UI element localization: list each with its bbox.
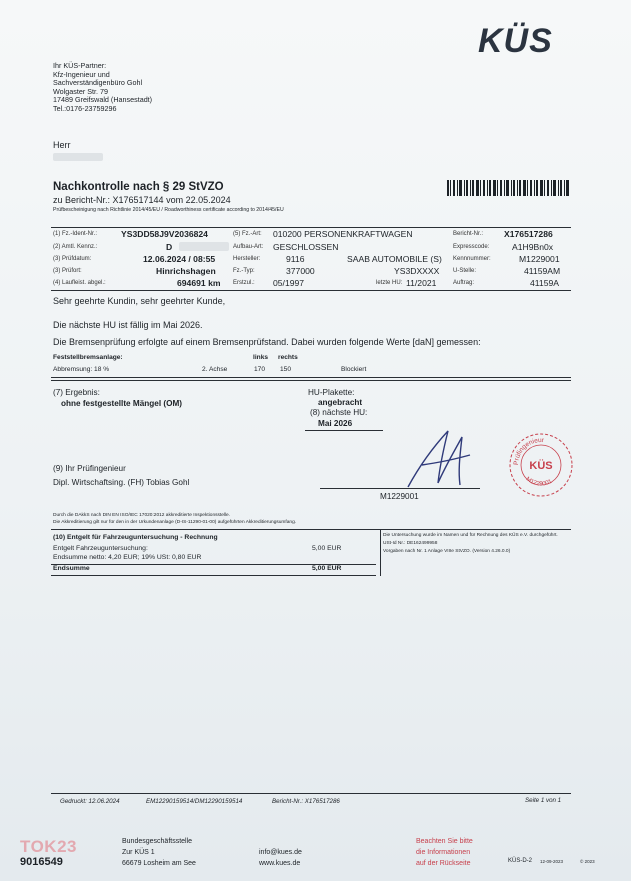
divider xyxy=(51,529,571,530)
barcode xyxy=(447,180,569,196)
stamp-bottom-text: M1229001 xyxy=(524,476,554,488)
partner-line: Ihr KÜS-Partner: xyxy=(53,61,107,70)
brake-left-value: 170 xyxy=(254,366,266,373)
divider xyxy=(51,380,571,381)
field-label: Erstzul.: xyxy=(233,280,255,286)
certificate-note: Prüfbescheinigung nach Richtlinie 2014/45/EU / Roadworthiness certificate according to 2014/45/EU xyxy=(53,207,284,213)
body-type-value: GESCHLOSSEN xyxy=(273,242,339,252)
field-label: (4) Laufleist. abgel.: xyxy=(53,280,106,286)
divider xyxy=(51,575,376,576)
manufacturer-code: 9116 xyxy=(286,254,305,264)
field-label: Hersteller: xyxy=(233,256,261,262)
plakette-value: angebracht xyxy=(318,398,363,407)
brake-header: Feststellbremsanlage: xyxy=(53,354,123,361)
expresscode-value: A1H9Bn0x xyxy=(512,242,554,252)
brake-col-left: links xyxy=(253,354,269,361)
redacted-name xyxy=(53,153,103,161)
stamp-icon xyxy=(508,432,574,498)
fee-line1-value: 5,00 EUR xyxy=(312,545,342,552)
vin-value: YS3DD58J9V2036824 xyxy=(121,229,208,239)
fee-total-value: 5,00 EUR xyxy=(312,565,342,572)
partner-line: Tel.:0176-23759296 xyxy=(53,103,117,113)
footer-address xyxy=(122,836,196,869)
mileage-value: 694691 km xyxy=(177,278,221,288)
next-hu-value: Mai 2026 xyxy=(318,419,353,428)
footer-contact xyxy=(259,847,302,869)
page-number: Seite 1 von 1 xyxy=(525,797,562,804)
stamp-top-text: Prüfingenieur xyxy=(512,436,545,466)
footer-website: www.kues.de xyxy=(259,860,301,867)
field-label: (3) Prüfdatum: xyxy=(53,256,92,262)
redacted-plate xyxy=(179,242,229,251)
print-codes: EM12290159514/DM12290159514 xyxy=(146,798,243,805)
akkred-line-2: Die Akkreditierung gilt nur für den in der Urkundenanlage (D-IS-11290-01-00) aufgeführten Akkreditierungsumfang. xyxy=(53,520,297,525)
u-stelle-value: 41159AM xyxy=(524,266,561,276)
partner-line: Wolgaster Str. 79 xyxy=(53,86,108,96)
plakette-label: HU-Plakette: xyxy=(308,388,355,397)
auftrag-value: 41159A xyxy=(530,278,559,288)
print-date: Gedruckt: 12.06.2024 xyxy=(60,798,120,805)
inspector-name: Dipl. Wirtschaftsing. (FH) Tobias Gohl xyxy=(53,478,190,487)
field-label: Kennnummer: xyxy=(453,256,491,262)
footer-email: info@kues.de xyxy=(259,849,302,856)
signature-kennnummer: M1229001 xyxy=(380,492,419,501)
svg-text:M1229001 xyxy=(525,476,554,487)
vehicle-type-value: 010200 PERSONENKRAFTWAGEN xyxy=(273,229,413,239)
footer-address-line: Zur KÜS 1 xyxy=(122,849,155,856)
fees-title: (10) Entgelt für Fahrzeuguntersuchung - Rechnung xyxy=(53,534,218,541)
akkred-line-1: Durch die DAkkS nach DIN EN ISO/IEC 17020:2012 akkreditierte Inspektionsstelle. xyxy=(53,513,231,518)
plate-value: D xyxy=(166,242,173,252)
form-id: KÜS-D-2 xyxy=(508,858,533,864)
footer-notice-line: Beachten Sie bitte xyxy=(416,838,473,845)
fee-line1-label: Entgelt Fahrzeuguntersuchung: xyxy=(53,545,148,552)
fee-line2: Endsumme netto: 4,20 EUR; 19% USt: 0,80 EUR xyxy=(53,554,202,561)
greeting: Sehr geehrte Kundin, sehr geehrter Kunde, xyxy=(53,296,226,306)
partner-address xyxy=(53,62,152,114)
field-label: (5) Fz.-Art: xyxy=(233,231,262,237)
next-hu-label: (8) nächste HU: xyxy=(310,408,368,417)
fees-vertical-divider xyxy=(380,530,381,576)
brake-col-right: rechts xyxy=(278,354,298,361)
next-hu-text: Die nächste HU ist fällig im Mai 2026. xyxy=(53,320,203,330)
last-hu-value: 11/2021 xyxy=(406,278,437,288)
brake-intro-text: Die Bremsenprüfung erfolgte auf einem Bremsenprüfstand. Dabei wurden folgende Werte [daN] gemessen: xyxy=(53,337,481,347)
document-subtitle: zu Bericht-Nr.: X176517144 vom 22.05.2024 xyxy=(53,195,231,205)
field-label: letzte HU: xyxy=(376,280,403,286)
field-label: (2) Amtl. Kennz.: xyxy=(53,244,98,250)
footer-address-line: 66679 Losheim am See xyxy=(122,860,196,867)
footer-address-line: Bundesgeschäftsstelle xyxy=(122,838,193,845)
type-variant-value: YS3DXXXX xyxy=(394,266,440,276)
vehicle-data-grid xyxy=(51,227,571,291)
fee-total-label: Endsumme xyxy=(53,565,90,572)
footer-notice-line: die Informationen xyxy=(416,849,471,856)
report-number-value: X176517286 xyxy=(504,229,553,239)
result-value: ohne festgestellte Mängel (OM) xyxy=(61,399,183,408)
first-registration-value: 05/1997 xyxy=(273,278,305,288)
brake-axle: 2. Achse xyxy=(202,366,228,373)
kennnummer-value: M1229001 xyxy=(519,254,560,264)
copyright: © 2023 xyxy=(580,859,595,864)
fee-note-3: Vorgaben nach Nr. 1 Anlage VIIIe StVZO. (Version 4.26.0.0) xyxy=(383,549,511,554)
footer-notice xyxy=(416,836,473,869)
recipient-salutation: Herr xyxy=(53,140,71,150)
signature-line xyxy=(320,488,480,489)
fee-note-1: Die Untersuchung wurde im Namen und für Rechnung des KÜS e.V. durchgeführt. xyxy=(383,533,558,538)
tok-number: 9016549 xyxy=(20,856,63,868)
field-label: (3) Prüfort: xyxy=(53,268,82,274)
inspection-date-value: 12.06.2024 / 08:55 xyxy=(143,254,216,264)
divider xyxy=(51,377,571,378)
document-title: Nachkontrolle nach § 29 StVZO xyxy=(53,181,224,193)
partner-line: Sachverständigenbüro Gohl xyxy=(53,78,143,88)
field-label: Aufbau-Art: xyxy=(233,244,264,250)
field-label: Expresscode: xyxy=(453,244,490,250)
brake-right-value: 150 xyxy=(280,366,292,373)
footer-notice-line: auf der Rückseite xyxy=(416,860,471,867)
divider xyxy=(51,793,571,794)
partner-line: 17489 Greifswald (Hansestadt) xyxy=(53,95,153,105)
field-label: (1) Fz.-Ident-Nr.: xyxy=(53,231,98,237)
partner-line: Kfz-Ingenieur und xyxy=(53,69,110,79)
signature-icon xyxy=(400,425,480,495)
manufacturer-name: SAAB AUTOMOBILE (S) xyxy=(347,254,442,264)
field-label: Bericht-Nr.: xyxy=(453,231,484,237)
divider xyxy=(305,430,383,431)
type-code-value: 377000 xyxy=(286,266,315,276)
field-label: Fz.-Typ: xyxy=(233,268,255,274)
inspection-place-value: Hinrichshagen xyxy=(156,266,216,276)
kues-logo: KÜS xyxy=(478,22,553,60)
brake-status: Blockiert xyxy=(341,366,367,373)
stamp-center-text: KÜS xyxy=(529,460,553,472)
tok-label: TOK23 xyxy=(20,837,77,856)
field-label: U-Stelle: xyxy=(453,268,477,274)
brake-abbremsung: Abbremsung: 18 % xyxy=(53,366,110,373)
field-label: Auftrag: xyxy=(453,280,475,286)
form-date: 12-09-2023 xyxy=(540,859,564,864)
print-report-number: Bericht-Nr.: X176517286 xyxy=(272,798,340,805)
result-label: (7) Ergebnis: xyxy=(53,388,100,397)
fee-note-2: USt-Id Nr.: DE162499958 xyxy=(383,541,438,546)
inspector-label: (9) Ihr Prüfingenieur xyxy=(53,464,126,473)
